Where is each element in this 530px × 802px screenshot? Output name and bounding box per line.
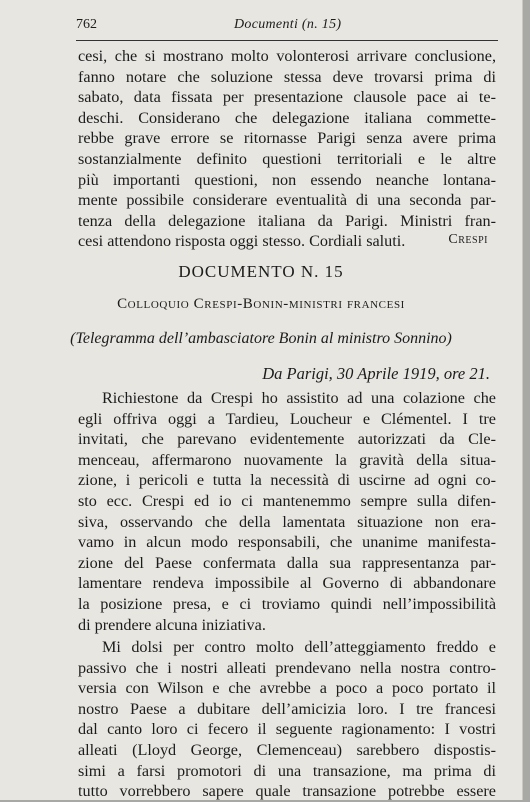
running-title: Documenti (n. 15) [234, 17, 342, 32]
signature: Crespi [448, 232, 488, 247]
text-line: sto ecc. Crespi ed io ci mantenemmo sempre sulla difen- [78, 491, 496, 510]
text-line: deschi. Considerano che delegazione italiana commette- [78, 108, 496, 127]
text-line: dal canto loro ci fecero il seguente ragionamento: I vostri [78, 720, 496, 739]
previous-document-text [78, 46, 496, 252]
text-line: egli offriva oggi a Tardieu, Loucheur e Clémentel. I tre [78, 409, 496, 428]
text-line: simi a farsi promotori di una transazione, ma prima di [78, 761, 496, 780]
text-line: cesi attendono risposta oggi stesso. Cordiali saluti. [78, 232, 406, 251]
text-line: più importanti questioni, non essendo neanche lontana- [78, 170, 496, 189]
text-line: passivo che i nostri alleati prendevano nella nostra contro- [78, 658, 496, 677]
text-line: versia con Wilson e che avrebbe a poco a poco portato il [78, 679, 496, 698]
text-line: rebbe grave errore se ritornasse Parigi senza avere prima [78, 129, 496, 148]
text-line: mente possibile considerare eventualità di una seconda par- [78, 191, 496, 210]
text-line: siva, osservando che della lamentata situazione non era- [78, 512, 496, 531]
text-line: Richiestone da Crespi ho assistito ad una colazione che [102, 389, 496, 407]
text-line: la posizione presa, e ci troviamo quindi nell’impossibilità [78, 594, 496, 613]
text-line: fanno notare che soluzione stessa deve trovarsi prima di [78, 67, 496, 86]
text-line: alleati (Lloyd George, Clemenceau) sarebbero dispostis- [78, 740, 496, 759]
text-line: cesi, che si mostrano molto volonterosi arrivare conclusione, [78, 47, 496, 65]
text-line: menceau, affermarono nuovamente la gravità della situa- [78, 450, 496, 469]
text-line: vamo in alcun modo responsabili, che unanime manifesta- [78, 533, 496, 552]
document-source: (Telegramma dell’ambasciatore Bonin al ministro Sonnino) [70, 330, 452, 347]
text-line: lamentare rendeva impossibile al Governo di abbandonare [78, 574, 496, 593]
text-line: tenza della delegazione italiana da Parigi. Ministri fran- [78, 211, 496, 230]
text-line: sostanzialmente definito questioni territoriali e le altre [78, 149, 496, 168]
page-number: 762 [76, 17, 97, 32]
running-header [76, 17, 496, 37]
text-line: tutto vorrebbero sapere quale transazione potrebbe essere [78, 782, 496, 801]
document-subject: Colloquio Crespi-Bonin-ministri francesi [117, 296, 405, 312]
header-rule [76, 40, 498, 41]
text-line: di prendere alcuna iniziativa. [78, 615, 266, 634]
paragraph-2 [78, 637, 496, 802]
dateline: Da Parigi, 30 Aprile 1919, ore 21. [262, 364, 490, 383]
text-line: zione, i pericoli e tutta la necessità di uscirne ad ogni co- [78, 471, 496, 490]
text-line: invitati, che parevano evidentemente autorizzati da Cle- [78, 430, 496, 449]
text-line: nostro Paese a dubitare dell’amicizia loro. I tre francesi [78, 699, 496, 718]
paragraph-1 [78, 388, 496, 635]
text-line: sabato, data fissata per presentazione clausole pace ai te- [78, 88, 496, 107]
document-heading: DOCUMENTO N. 15 [178, 262, 344, 281]
text-line: Mi dolsi per contro molto dell’atteggiamento freddo e [102, 638, 496, 656]
text-line: zione del Paese confermata dalla sua rappresentanza par- [78, 553, 496, 572]
